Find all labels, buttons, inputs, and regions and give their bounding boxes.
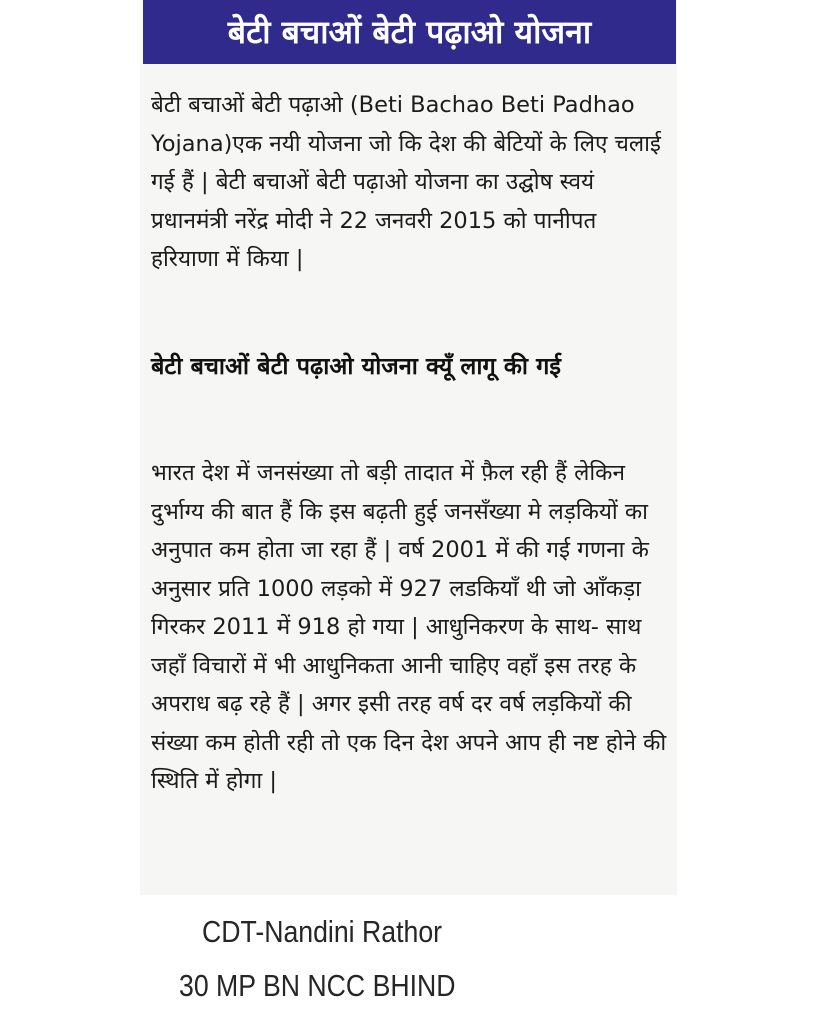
author-credit: CDT-Nandini Rathor (202, 914, 443, 949)
section-subheading: बेटी बचाओं बेटी पढ़ाओ योजना क्यूँ लागू की गई (151, 352, 561, 380)
unit-credit: 30 MP BN NCC BHIND (179, 968, 456, 1003)
article-title-banner (143, 0, 676, 64)
article-title: बेटी बचाओं बेटी पढ़ाओ योजना (227, 13, 592, 51)
intro-paragraph: बेटी बचाओं बेटी पढ़ाओ (Beti Bachao Beti Padhao Yojana)एक नयी योजना जो कि देश की बेटियों के लिए चलाई गई हैं | बेटी बचाओं बेटी पढ़ाओ योजना का उद्घोष स्वयं प्रधानमंत्री नरेंद्र मोदी ने 22 जनवरी 2015 को पानीपत हरियाणा में किया | (151, 92, 661, 272)
body-paragraph: भारत देश में जनसंख्या तो बड़ी तादात में फ़ैल रही हैं लेकिन दुर्भाग्य की बात हैं कि इस बढ़ती हुई जनसँख्या मे लड़कियों का अनुपात कम होता जा रहा हैं | वर्ष 2001 में की गई गणना के अनुसार प्रति 1000 लड़को में 927 लडकियाँ थी जो आँकड़ा गिरकर 2011 में 918 हो गया | आधुनिकरण के साथ- साथ जहाँ विचारों में भी आधुनिकता आनी चाहिए वहाँ इस तरह के अपराध बढ़ रहे हैं | अगर इसी तरह वर्ष दर वर्ष लड़कियों की संख्या कम होती रही तो एक दिन देश अपने आप ही नष्ट होने की स्थिति में होगा | (151, 460, 667, 794)
